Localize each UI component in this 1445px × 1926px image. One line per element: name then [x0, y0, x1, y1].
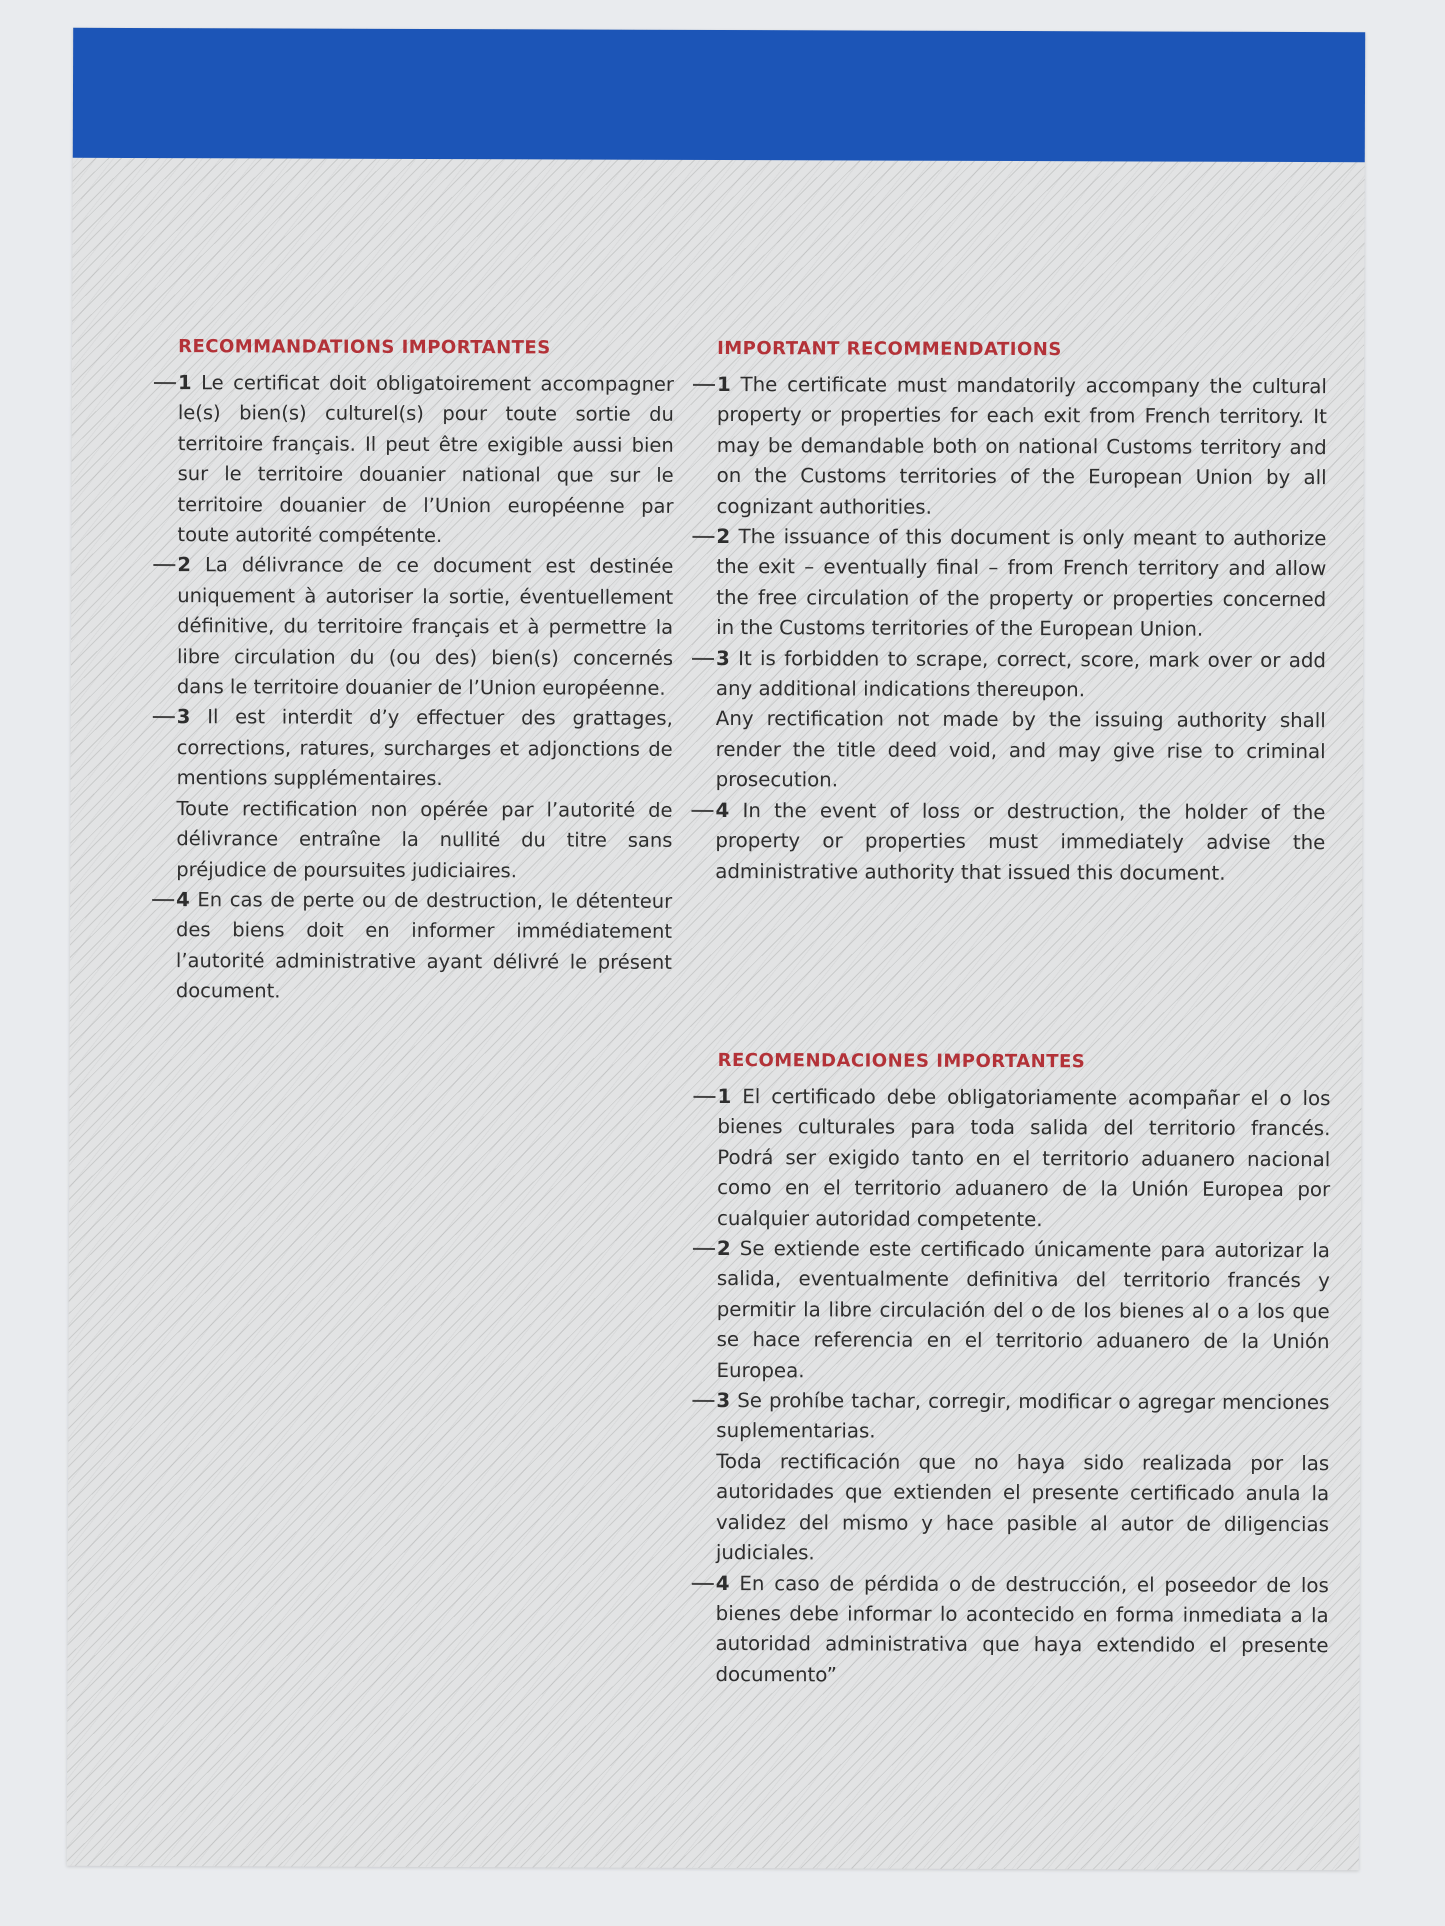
english-item-2: 2 The issuance of this document is only meant to authorize the exit – eventually final – from French territory and allow the free circulation of the property or properties concerned in the Customs territories of the European Union. [716, 522, 1326, 646]
english-item-4: 4 In the event of loss or destruction, the holder of the property or properties must immediately advise the administrative authority that issued this document. [715, 796, 1325, 889]
dash-marker [692, 1582, 714, 1584]
spanish-item-3: 3 Se prohíbe tachar, corregir, modificar o agregar menciones suplementarias. Toda rectificación que no haya sido realizada por las autoridades que extienden el presente certificado anula la validez del mismo y hace pasible al autor de diligencias judiciales. [716, 1386, 1330, 1571]
dash-marker [692, 658, 714, 660]
english-item-3-continuation: Any rectification not made by the issuing authority shall render the title deed void, and may give rise to criminal prosecution. [715, 707, 1326, 792]
french-item-2: 2 La délivrance de ce document est destinée uniquement à autoriser la sortie, éventuellement définitive, du territoire français et à permettre la libre circulation du (ou des) bien(s) concernés dans le territoire douanier de l’Union européenne. [177, 551, 674, 705]
spanish-item-2: 2 Se extiende este certificado únicamente para autorizar la salida, eventualmente definitiva del territorio francés y permitir la libre circulación del o de los bienes al o a los que se hace referencia en el territorio aduanero de la Unión Europea. [716, 1234, 1330, 1388]
dash-marker [692, 536, 714, 538]
french-item-4: 4 En cas de perte ou de destruction, le détenteur des biens doit en informer immédiatement l’autorité administrative ayant délivré le présent document. [176, 885, 672, 1008]
french-item-1: 1 Le certificat doit obligatoirement accompagner le(s) bien(s) culturel(s) pour toute sortie du territoire français. Il peut être exigible aussi bien sur le territoire douanier national que sur le territoire douanier de l’Union européenne par toute autorité compétente. [177, 368, 674, 552]
dash-marker [153, 717, 175, 719]
english-item-1: 1 The certificate must mandatorily accompany the cultural property or properties for each exit from French territory. It may be demandable both on national Customs territory and on the Customs territories of the European Union by all cognizant authorities. [716, 370, 1327, 524]
french-heading: RECOMMANDATIONS IMPORTANTES [178, 336, 551, 359]
spanish-item-1: 1 El certificado debe obligatoriamente acompañar el o los bienes culturales para toda salida del territorio francés. Podrá ser exigido tanto en el territorio aduanero nacional como en el territorio aduanero de la Unión Europea por cualquier autoridad competente. [717, 1082, 1331, 1236]
french-item-3-continuation: Toute rectification non opérée par l’autorité de délivrance entraîne la nullité du titre sans préjudice de poursuites judiciaires. [176, 796, 673, 882]
dash-marker [152, 899, 174, 901]
spanish-item-3-continuation: Toda rectificación que no haya sido realizada por las autoridades que extienden el presente certificado anula la validez del mismo y hace pasible al autor de diligencias judiciales. [715, 1449, 1330, 1565]
spanish-heading: RECOMENDACIONES IMPORTANTES [717, 1050, 1086, 1073]
english-item-3: 3 It is forbidden to scrape, correct, score, mark over or add any additional indications thereupon. Any rectification not made by the issuing authority shall render the title deed void, and may give rise to criminal prosecution. [716, 644, 1327, 798]
header-blue-band [73, 28, 1365, 163]
spanish-item-4: 4 En caso de pérdida o de destrucción, el poseedor de los bienes debe informar lo acontecido en forma inmediata a la autoridad administrativa que haya extendido el presente documento” [715, 1569, 1328, 1693]
dash-marker [693, 384, 715, 386]
dash-marker [691, 810, 713, 812]
french-section [176, 336, 674, 1008]
spanish-section [715, 1050, 1330, 1692]
dash-marker [154, 382, 176, 384]
dash-marker [693, 1096, 715, 1098]
dash-marker [153, 564, 175, 566]
dash-marker [693, 1248, 715, 1250]
english-section [715, 338, 1327, 889]
document-page [67, 28, 1365, 1870]
dash-marker [692, 1400, 714, 1402]
english-heading: IMPORTANT RECOMMENDATIONS [717, 338, 1062, 361]
french-item-3: 3 Il est interdit d’y effectuer des grattages, corrections, ratures, surcharges et adjonctions de mentions supplémentaires. Toute rectification non opérée par l’autorité de délivrance entraîne la nullité du titre sans préjudice de poursuites judiciaires. [176, 703, 673, 887]
